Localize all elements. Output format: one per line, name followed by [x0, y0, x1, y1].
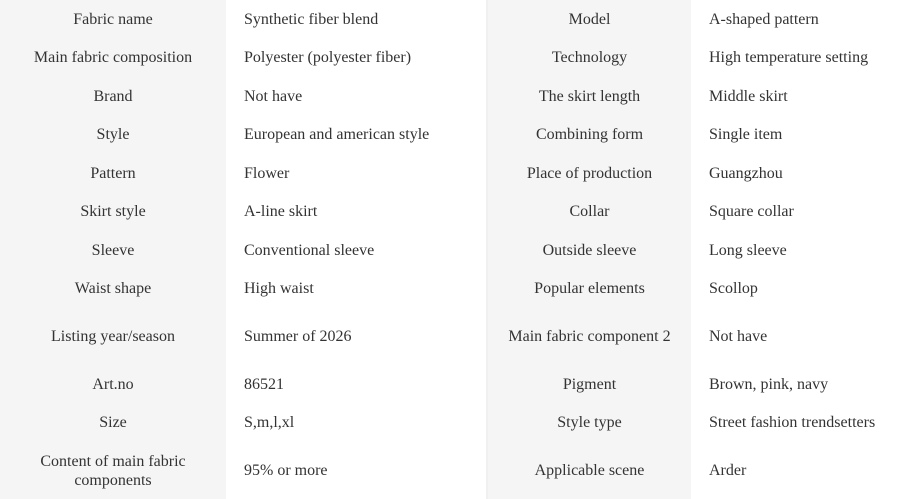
spec-value: High temperature setting	[691, 39, 900, 78]
spec-key: Applicable scene	[488, 442, 691, 499]
spec-value: European and american style	[226, 116, 488, 155]
table-row	[0, 116, 900, 155]
table-row	[0, 0, 900, 39]
spec-key: Style	[0, 116, 226, 155]
table-row	[0, 154, 900, 193]
spec-value: Not have	[691, 308, 900, 365]
table-row	[0, 39, 900, 78]
spec-key: Sleeve	[0, 231, 226, 270]
spec-value: High waist	[226, 270, 488, 309]
spec-key: Brand	[0, 77, 226, 116]
table-row	[0, 231, 900, 270]
spec-key: The skirt length	[488, 77, 691, 116]
spec-key: Style type	[488, 404, 691, 443]
spec-key: Combining form	[488, 116, 691, 155]
spec-key: Place of production	[488, 154, 691, 193]
spec-value: Middle skirt	[691, 77, 900, 116]
spec-key: Pigment	[488, 365, 691, 404]
spec-key: Fabric name	[0, 0, 226, 39]
table-row	[0, 308, 900, 365]
spec-value: S,m,l,xl	[226, 404, 488, 443]
spec-value: 95% or more	[226, 442, 488, 499]
spec-value: Street fashion trendsetters	[691, 404, 900, 443]
spec-value: Scollop	[691, 270, 900, 309]
spec-value: A-line skirt	[226, 193, 488, 232]
spec-key: Listing year/season	[0, 308, 226, 365]
spec-value: Conventional sleeve	[226, 231, 488, 270]
spec-key: Main fabric component 2	[488, 308, 691, 365]
spec-value: Long sleeve	[691, 231, 900, 270]
spec-key: Collar	[488, 193, 691, 232]
spec-value: Square collar	[691, 193, 900, 232]
table-row	[0, 77, 900, 116]
table-row	[0, 404, 900, 443]
spec-value: Summer of 2026	[226, 308, 488, 365]
spec-value: Brown, pink, navy	[691, 365, 900, 404]
spec-key: Waist shape	[0, 270, 226, 309]
table-row	[0, 442, 900, 499]
spec-key: Technology	[488, 39, 691, 78]
spec-value: Guangzhou	[691, 154, 900, 193]
spec-value: Synthetic fiber blend	[226, 0, 488, 39]
spec-key: Size	[0, 404, 226, 443]
spec-value: Polyester (polyester fiber)	[226, 39, 488, 78]
table-row	[0, 365, 900, 404]
spec-key: Content of main fabric components	[0, 442, 226, 499]
spec-value: Not have	[226, 77, 488, 116]
spec-value: A-shaped pattern	[691, 0, 900, 39]
spec-value: 86521	[226, 365, 488, 404]
spec-value: Arder	[691, 442, 900, 499]
spec-key: Outside sleeve	[488, 231, 691, 270]
spec-key: Main fabric composition	[0, 39, 226, 78]
table-row	[0, 193, 900, 232]
spec-key: Skirt style	[0, 193, 226, 232]
spec-key: Pattern	[0, 154, 226, 193]
spec-key: Art.no	[0, 365, 226, 404]
table-row	[0, 270, 900, 309]
spec-value: Flower	[226, 154, 488, 193]
spec-key: Model	[488, 0, 691, 39]
spec-key: Popular elements	[488, 270, 691, 309]
spec-value: Single item	[691, 116, 900, 155]
